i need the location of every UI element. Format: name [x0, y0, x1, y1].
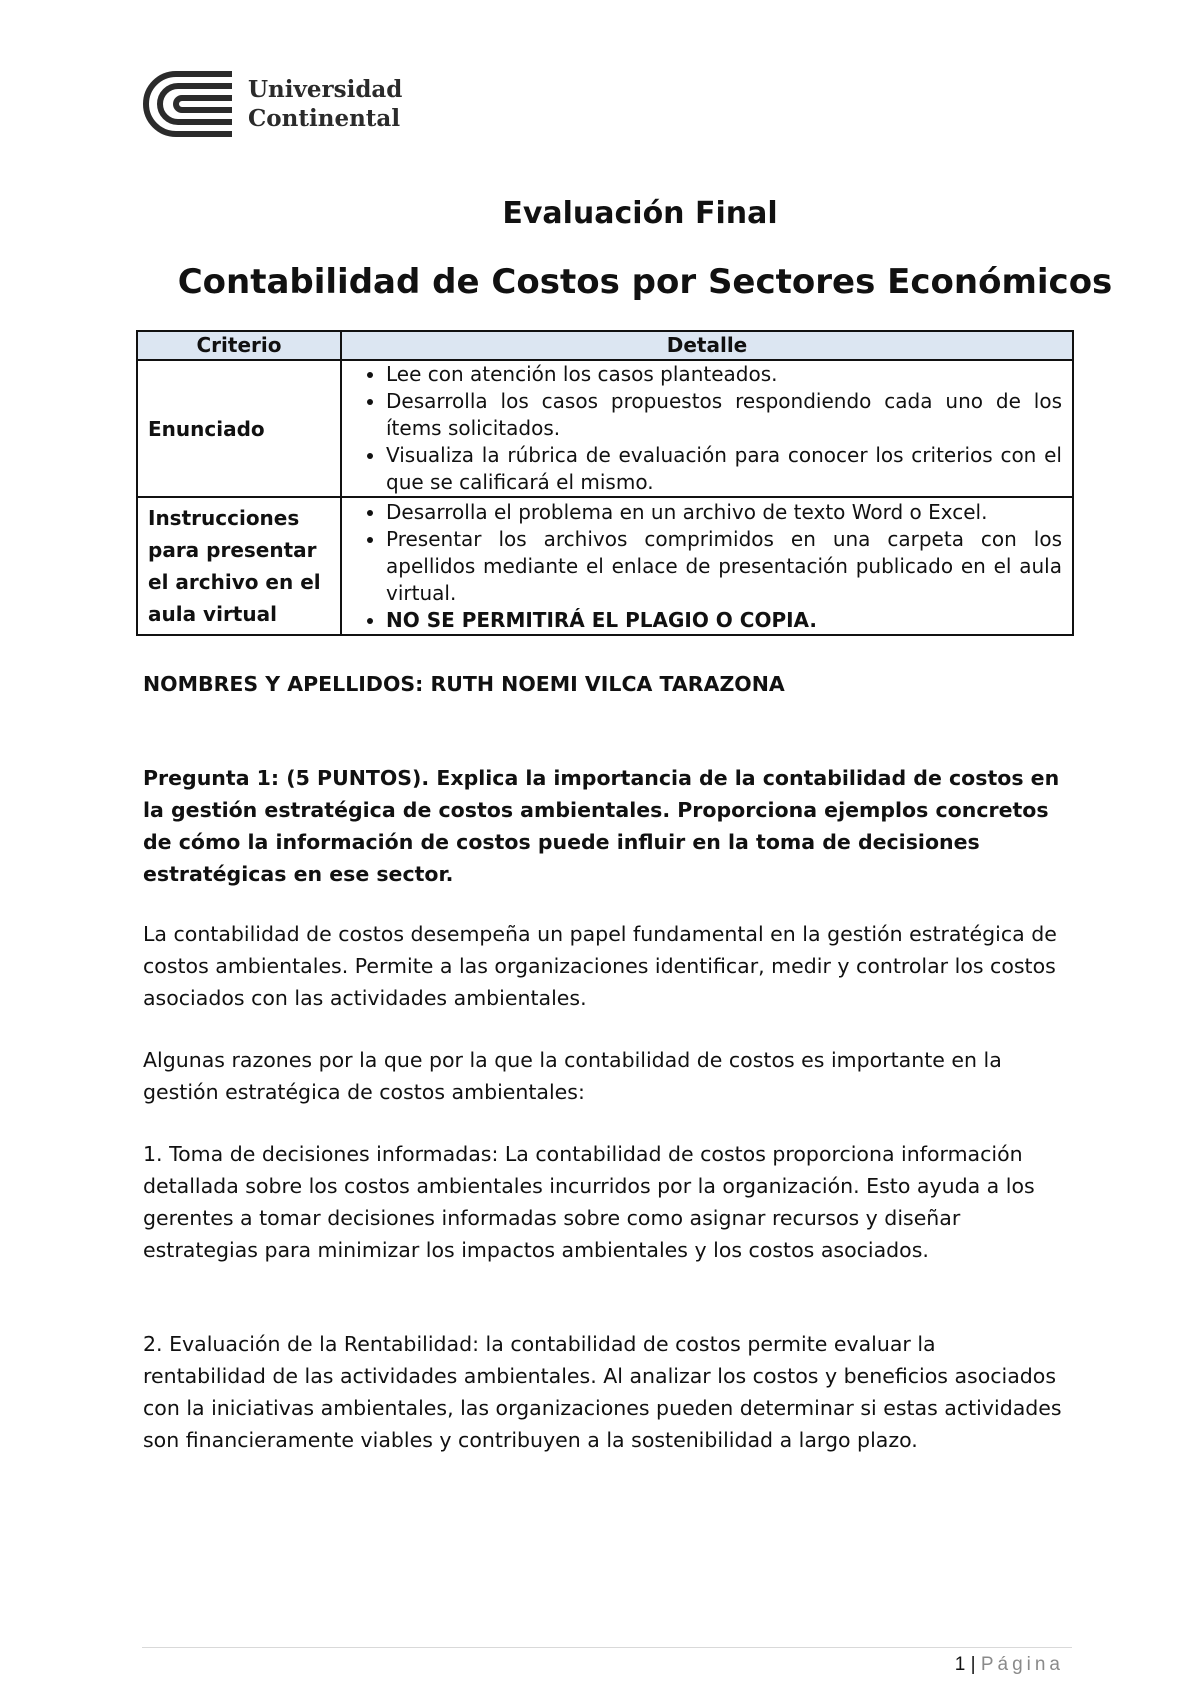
logo-line-1: Universidad: [248, 76, 403, 103]
list-item: • NO SE PERMITIRÁ EL PLAGIO O COPIA.: [386, 607, 1062, 634]
header-criterio: Criterio: [137, 331, 341, 360]
detalle-list: [352, 499, 1062, 634]
page-footer: [955, 1654, 1064, 1676]
page-label: Página: [980, 1654, 1064, 1675]
detalle-cell: [341, 360, 1073, 497]
header-detalle: Detalle: [341, 331, 1073, 360]
answer-paragraph-2: [143, 1044, 1063, 1108]
criterio-cell: Instrucciones para presentar el archivo en el aula virtual: [137, 497, 341, 635]
detalle-cell: [341, 497, 1073, 635]
question-1: Pregunta 1: (5 PUNTOS). Explica la importancia de la contabilidad de costos en la gestión estratégica de costos ambientales. Proporciona ejemplos concretos de cómo la información de costos puede influir en la toma de decisiones estratégicas en ese sector.: [143, 766, 1060, 886]
student-name: NOMBRES Y APELLIDOS: RUTH NOEMI VILCA TARAZONA: [143, 672, 785, 696]
logo-line-2: Continental: [248, 105, 401, 132]
answer-paragraph-3: [143, 1138, 1063, 1266]
page-number: 1: [954, 1654, 966, 1675]
course-title: Contabilidad de Costos por Sectores Económicos: [177, 262, 1113, 302]
document-title: Evaluación Final: [502, 196, 778, 231]
paragraph: La contabilidad de costos desempeña un papel fundamental en la gestión estratégica de costos ambientales. Permite a las organizaciones identificar, medir y controlar los costos asociados con las actividades ambientales.: [143, 922, 1057, 1010]
list-item: • Presentar los archivos comprimidos en una carpeta con los apellidos mediante el enlace de presentación publicado en el aula virtual.: [386, 526, 1062, 607]
footer-divider: [142, 1647, 1072, 1648]
continental-logo-icon: [142, 70, 234, 138]
university-logo: [142, 70, 402, 138]
paragraph: 2. Evaluación de la Rentabilidad: la contabilidad de costos permite evaluar la rentabilidad de las actividades ambientales. Al analizar los costos y beneficios asociados con la iniciativas ambientales, las organizaciones pueden determinar si estas actividades son financieramente viables y contribuyen a la sostenibilidad a largo plazo.: [143, 1332, 1062, 1452]
table-header-row: [137, 331, 1073, 360]
list-item: • Lee con atención los casos planteados.: [386, 361, 1062, 388]
logo-wordmark: [248, 75, 402, 133]
criteria-table: [136, 330, 1074, 636]
list-item: • Desarrolla los casos propuestos respondiendo cada uno de los ítems solicitados.: [386, 388, 1062, 442]
criterio-cell: Enunciado: [137, 360, 341, 497]
list-item: • Desarrolla el problema en un archivo de texto Word o Excel.: [386, 499, 1062, 526]
paragraph: 1. Toma de decisiones informadas: La contabilidad de costos proporciona información detallada sobre los costos ambientales incurridos por la organización. Esto ayuda a los gerentes a tomar decisiones informadas sobre como asignar recursos y diseñar estrategias para minimizar los impactos ambientales y los costos asociados.: [143, 1142, 1035, 1262]
answer-paragraph-4: [143, 1328, 1063, 1456]
table-row: [137, 360, 1073, 497]
table-row: [137, 497, 1073, 635]
answer-paragraph-1: [143, 918, 1063, 1014]
page-separator: |: [970, 1654, 976, 1675]
list-item: • Visualiza la rúbrica de evaluación para conocer los criterios con el que se calificará el mismo.: [386, 442, 1062, 496]
paragraph: Algunas razones por la que por la que la contabilidad de costos es importante en la gestión estratégica de costos ambientales:: [143, 1048, 1002, 1104]
detalle-list: [352, 361, 1062, 496]
